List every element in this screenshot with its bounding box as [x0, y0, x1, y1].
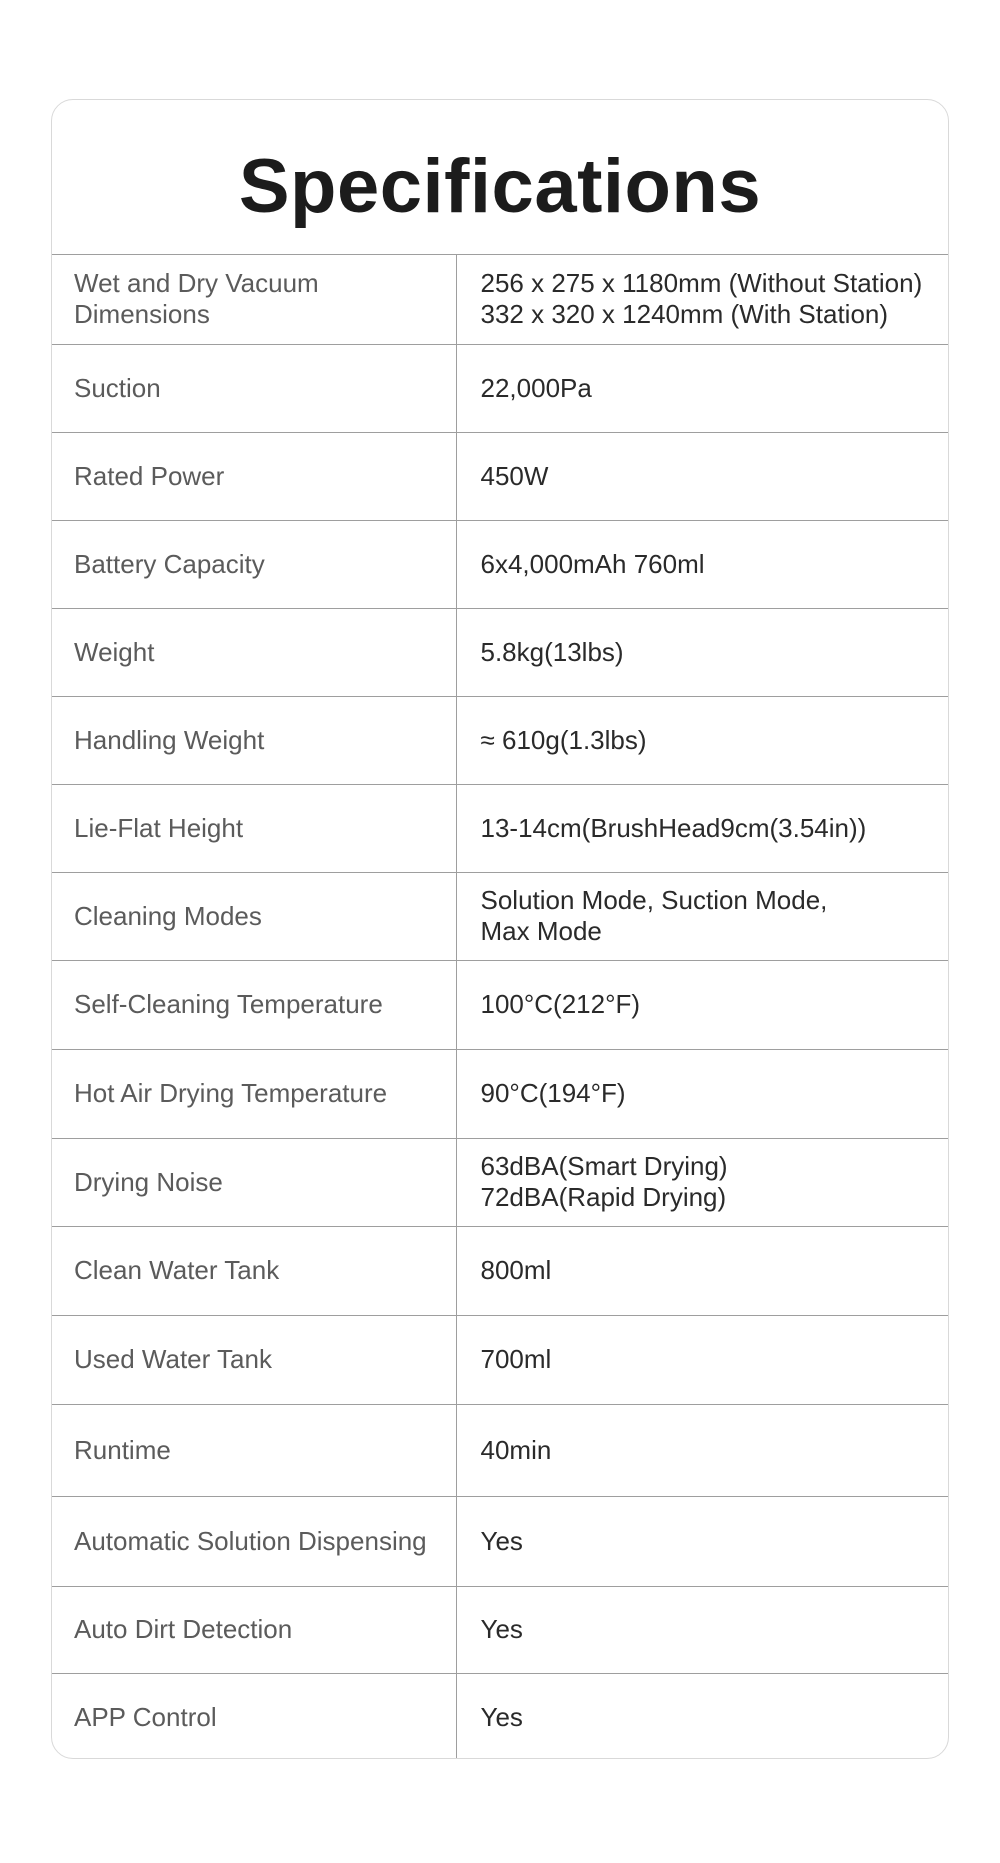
spec-value: Yes: [456, 1673, 948, 1759]
table-row: [52, 1586, 948, 1673]
spec-label: Wet and Dry Vacuum Dimensions: [52, 255, 456, 344]
spec-label: Lie-Flat Height: [52, 784, 456, 872]
spec-value: 800ml: [456, 1226, 948, 1315]
spec-label: Drying Noise: [52, 1138, 456, 1226]
spec-value: 450W: [456, 432, 948, 520]
spec-value: 22,000Pa: [456, 344, 948, 432]
table-row: [52, 1496, 948, 1586]
table-row: [52, 960, 948, 1049]
spec-label: Runtime: [52, 1404, 456, 1496]
spec-label: Cleaning Modes: [52, 872, 456, 960]
table-row: [52, 1673, 948, 1759]
spec-value: 90°C(194°F): [456, 1049, 948, 1138]
spec-value: ≈ 610g(1.3lbs): [456, 696, 948, 784]
spec-value: Solution Mode, Suction Mode, Max Mode: [456, 872, 948, 960]
specifications-card: [51, 99, 949, 1759]
spec-value: 13-14cm(BrushHead9cm(3.54in)): [456, 784, 948, 872]
spec-label: Self-Cleaning Temperature: [52, 960, 456, 1049]
table-row: [52, 1315, 948, 1404]
spec-value: 40min: [456, 1404, 948, 1496]
spec-label: Auto Dirt Detection: [52, 1586, 456, 1673]
table-row: [52, 255, 948, 344]
table-row: [52, 1226, 948, 1315]
spec-value: 256 x 275 x 1180mm (Without Station) 332 x 320 x 1240mm (With Station): [480, 268, 923, 330]
spec-label: Hot Air Drying Temperature: [52, 1049, 456, 1138]
specifications-table: [52, 255, 948, 1759]
table-row: [52, 784, 948, 872]
table-row: [52, 432, 948, 520]
spec-value: Yes: [456, 1586, 948, 1673]
table-row: [52, 1049, 948, 1138]
spec-value: 63dBA(Smart Drying) 72dBA(Rapid Drying): [456, 1138, 948, 1226]
spec-label: Suction: [52, 344, 456, 432]
page-title: Specifications: [52, 100, 948, 255]
spec-label: Automatic Solution Dispensing: [52, 1496, 456, 1586]
spec-value: 6x4,000mAh 760ml: [456, 520, 948, 608]
table-row: [52, 344, 948, 432]
spec-label: Clean Water Tank: [52, 1226, 456, 1315]
spec-value: Yes: [456, 1496, 948, 1586]
spec-value: 5.8kg(13lbs): [456, 608, 948, 696]
table-row: [52, 696, 948, 784]
spec-label: Used Water Tank: [52, 1315, 456, 1404]
table-row: [52, 608, 948, 696]
spec-label: Battery Capacity: [52, 520, 456, 608]
spec-value: 100°C(212°F): [456, 960, 948, 1049]
table-row: [52, 1404, 948, 1496]
spec-label: APP Control: [52, 1673, 456, 1759]
spec-label: Rated Power: [52, 432, 456, 520]
table-row: [52, 520, 948, 608]
spec-label: Handling Weight: [52, 696, 456, 784]
spec-value: 700ml: [456, 1315, 948, 1404]
spec-label: Weight: [52, 608, 456, 696]
table-row: [52, 872, 948, 960]
table-row: [52, 1138, 948, 1226]
